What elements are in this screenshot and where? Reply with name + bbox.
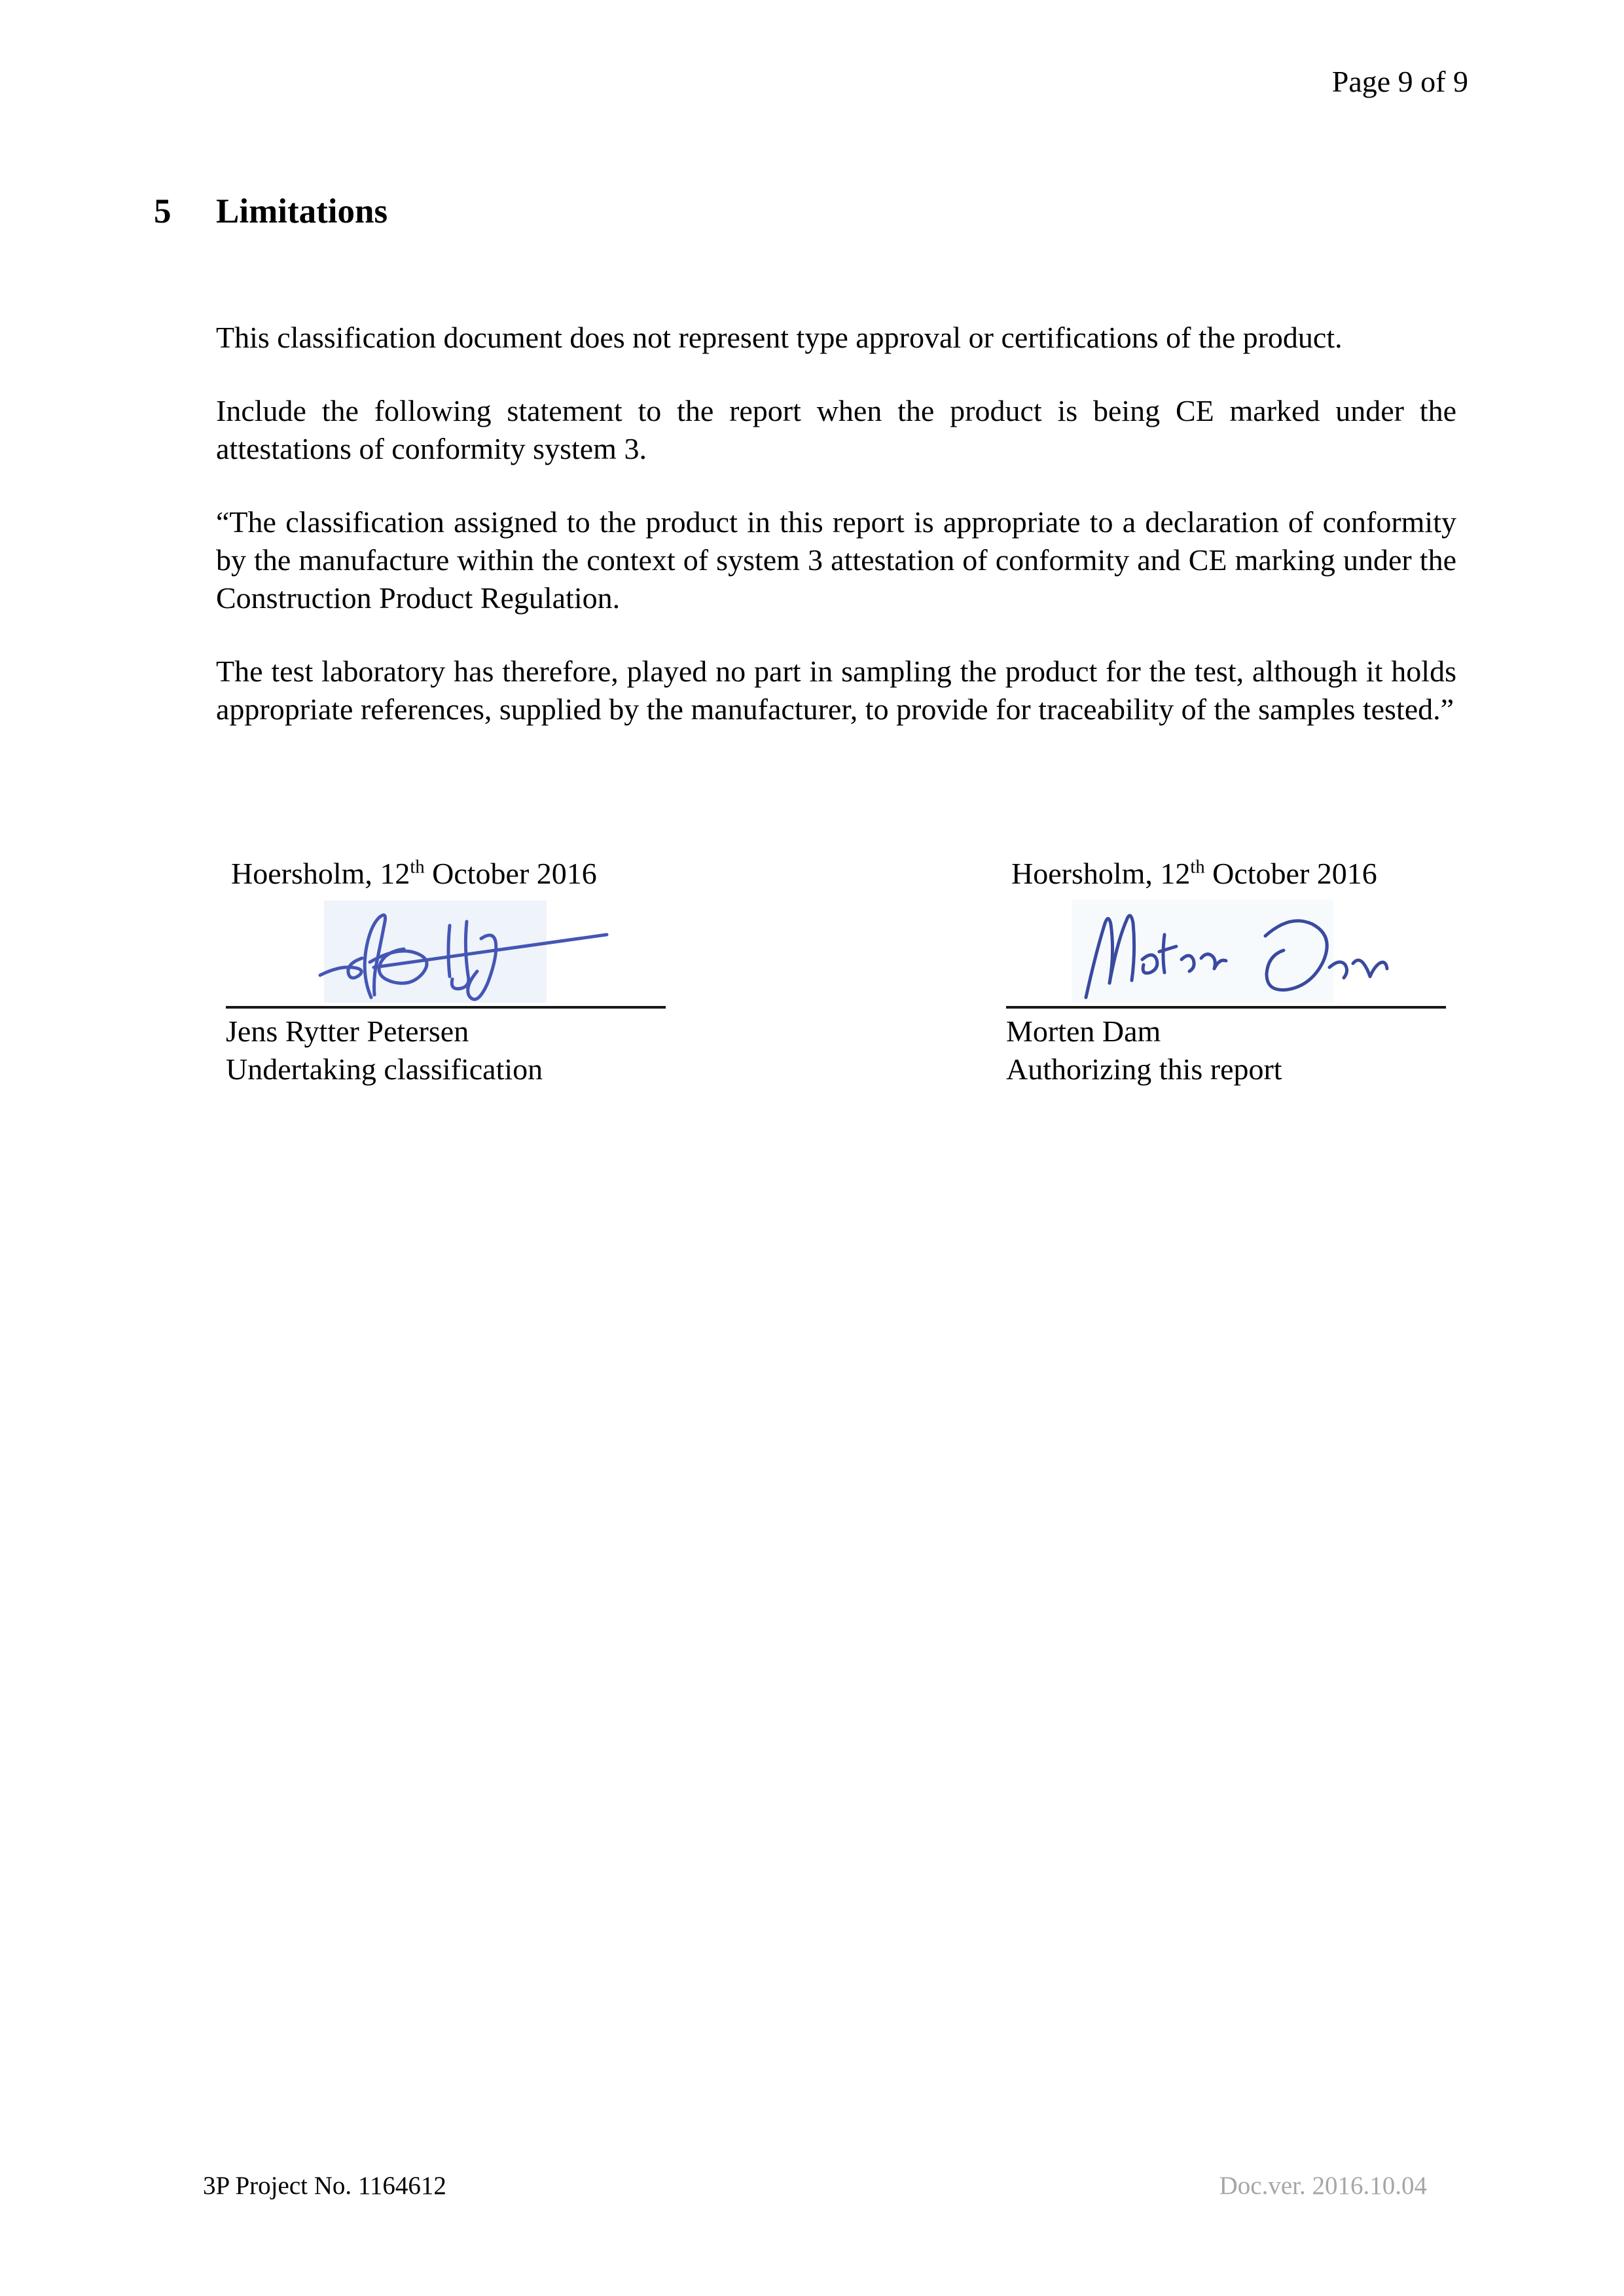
section-title: Limitations (216, 192, 388, 230)
date-ordinal: th (1190, 857, 1205, 878)
paragraph-quote-laboratory: The test laboratory has therefore, played no part in sampling the product for the test, although it holds appropriate references, supplied by the manufacturer, to provide for traceability of the samples tested.” (216, 655, 1456, 726)
date-city: Hoersholm, 12 (231, 857, 410, 890)
footer-project-number: 3P Project No. 1164612 (203, 2172, 446, 2200)
signature-morten-strokes (1065, 895, 1399, 1016)
paragraph-type-approval: This classification document does not represent type approval or certifications of the product. (216, 321, 1343, 354)
signatory-role-right: Authorizing this report (1006, 1052, 1282, 1086)
footer-doc-version: Doc.ver. 2016.10.04 (1219, 2172, 1427, 2200)
section-heading (154, 191, 388, 232)
signature-morten-image (1006, 910, 1446, 1004)
signature-jens-strokes (311, 898, 619, 1016)
date-rest: October 2016 (424, 857, 597, 890)
signature-jens-image (226, 910, 666, 1004)
date-city: Hoersholm, 12 (1011, 857, 1191, 890)
signature-date-left (226, 855, 666, 893)
paragraph-ce-statement: Include the following statement to the report when the product is being CE marked under the attestations of conformity system 3. (216, 394, 1456, 465)
signature-block-right (1006, 855, 1446, 1088)
page-number: Page 9 of 9 (1331, 65, 1468, 98)
date-rest: October 2016 (1204, 857, 1377, 890)
body-text (216, 319, 1456, 764)
signature-block-left (226, 855, 666, 1088)
signatory-name-left: Jens Rytter Petersen (226, 1014, 469, 1048)
signature-date-right (1006, 855, 1446, 893)
signatory-name-right: Morten Dam (1006, 1014, 1161, 1048)
paragraph-quote-classification: “The classification assigned to the product in this report is appropriate to a declaration of conformity by the manufacture within the context of system 3 attestation of conformity and CE marking under the Construction Product Regulation. (216, 505, 1456, 615)
signatory-role-left: Undertaking classification (226, 1052, 543, 1086)
date-ordinal: th (410, 857, 425, 878)
section-number: 5 (154, 192, 171, 230)
